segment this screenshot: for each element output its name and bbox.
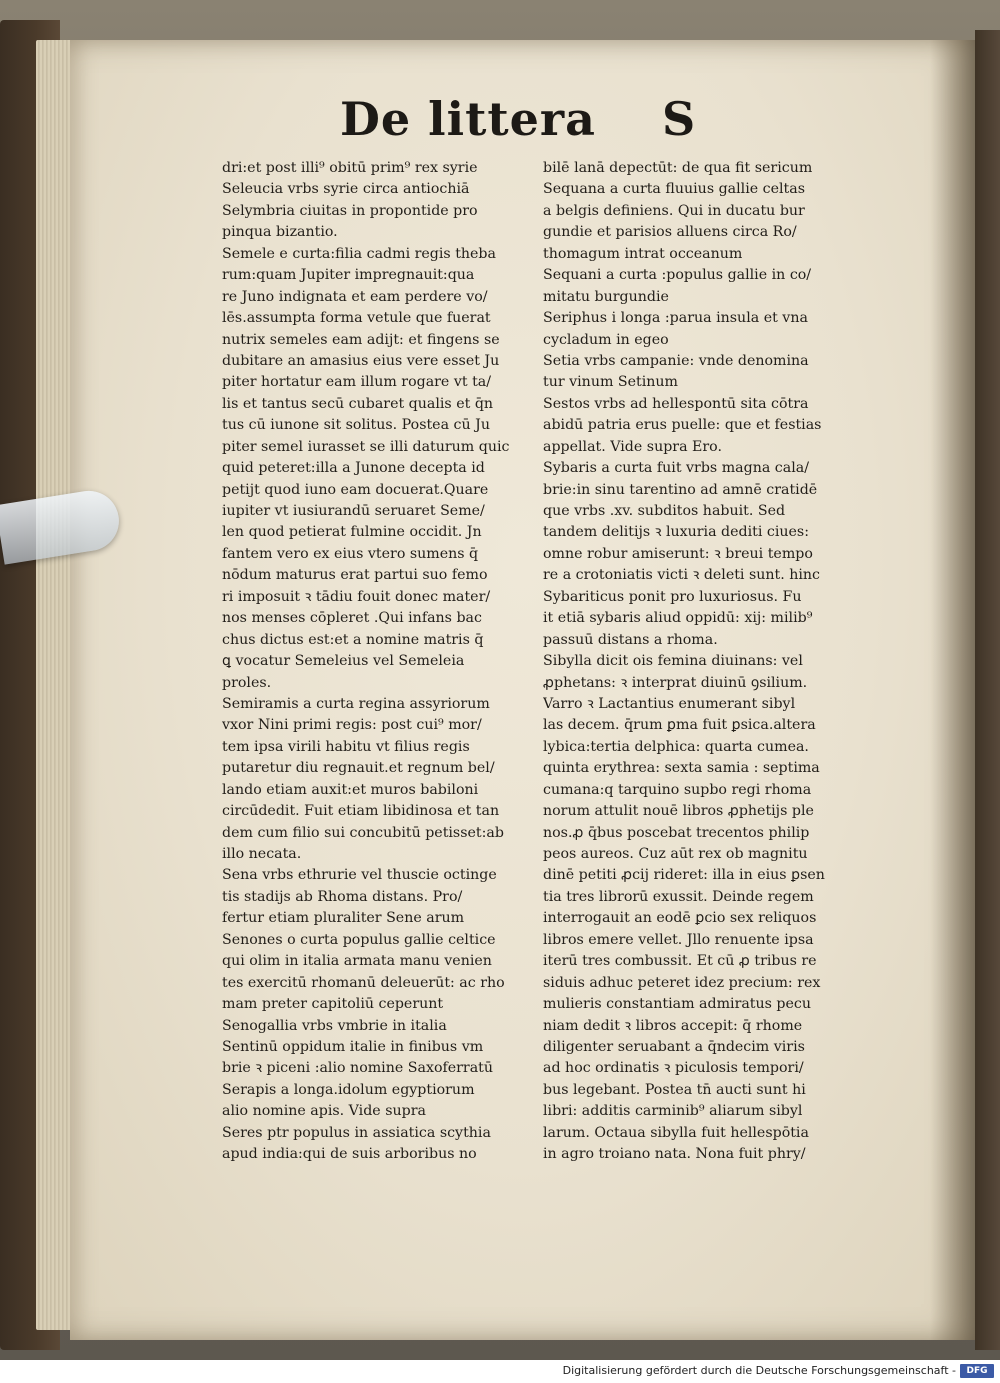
- text-line: las decem. q̄rum ꝑma fuit ꝑsica.altera: [543, 717, 816, 734]
- text-line: mam preter capitoliū ceperunt: [222, 996, 444, 1013]
- text-line: thomagum intrat occeanum: [543, 245, 743, 262]
- text-line: diligenter seruabant a q̄ndecim viris: [543, 1038, 805, 1055]
- section-letter: S: [662, 92, 696, 146]
- text-line: tis stadijs ab Rhoma distans. Pro/: [222, 888, 463, 905]
- text-line: dem cum filio sui concubitū petisset:ab: [222, 824, 504, 841]
- text-line: putaretur diu regnauit.et regnum bel/: [222, 760, 495, 777]
- text-line: len quod petierat fulmine occidit. Jn: [222, 524, 482, 541]
- text-line: tus cū iunone sit solitus. Postea cū Ju: [222, 417, 490, 434]
- text-line: Varro ꝛ Lactantius enumerant sibyl: [543, 695, 796, 712]
- text-line: Sequani a curta :populus gallie in co/: [543, 267, 812, 284]
- text-line: re Juno indignata et eam perdere vo/: [222, 288, 488, 305]
- text-line: siduis adhuc peteret idez precium: rex: [543, 974, 821, 991]
- text-line: Sentinū oppidum italie in finibus vm: [222, 1038, 484, 1055]
- text-line: Sena vrbs ethrurie vel thuscie octinge: [222, 867, 497, 884]
- text-line: vxor Nini primi regis: post cui⁹ mor/: [222, 717, 482, 734]
- text-line: Seleucia vrbs syrie circa antiochiā: [222, 181, 470, 198]
- text-line: Senones o curta populus gallie celtice: [222, 931, 496, 948]
- text-line: tia tres librorū exussit. Deinde regem: [543, 888, 814, 905]
- text-line: lis et tantus secū cubaret qualis et q̄n: [222, 395, 494, 412]
- text-line: lēs.assumpta forma vetule que fuerat: [222, 310, 491, 327]
- text-line: omne robur amiserunt: ꝛ breui tempo: [543, 545, 813, 562]
- text-line: abidū patria erus puelle: que et festias: [543, 417, 822, 434]
- text-line: norum attulit nouē libros ꝓphetijs ple: [543, 803, 814, 820]
- text-line: apud india:qui de suis arboribus no: [222, 1146, 477, 1163]
- text-line: tem ipsa virili habitu vt filius regis: [222, 738, 470, 755]
- text-line: dri:et post illi⁹ obitū prim⁹ rex syrie: [222, 160, 478, 176]
- text-line: brie:in sinu tarentino ad amnē cratidē: [543, 481, 818, 498]
- text-line: mitatu burgundie: [543, 288, 669, 305]
- book-cover-right: [975, 30, 1000, 1350]
- text-line: tandem delitijs ꝛ luxuria dediti ciues:: [543, 524, 809, 541]
- dfg-logo: DFG: [960, 1364, 994, 1378]
- text-line: quinta erythrea: sexta samia : septima: [543, 760, 820, 777]
- text-line: iterū tres combussit. Et cū ꝓ tribus re: [543, 953, 817, 970]
- text-line: illo necata.: [222, 846, 302, 862]
- page-title: De littera: [340, 92, 596, 146]
- page-header: [340, 92, 840, 152]
- text-line: proles.: [222, 674, 272, 691]
- text-line: interrogauit an eodē ꝑcio sex reliquos: [543, 910, 817, 927]
- text-line: in agro troiano nata. Nona fuit phry/: [543, 1146, 806, 1163]
- text-line: mulieris constantiam admiratus pecu: [543, 996, 811, 1013]
- text-line: quid peteret:illa a Junone decepta id: [222, 460, 485, 477]
- text-line: pinqua bizantio.: [222, 224, 338, 241]
- text-line: libri: additis carminib⁹ aliarum sibyl: [543, 1103, 803, 1120]
- funding-credit: Digitalisierung gefördert durch die Deutsche Forschungsgemeinschaft -: [562, 1364, 956, 1377]
- text-line: nos.ꝓ q̄bus poscebat trecentos philip: [543, 824, 810, 841]
- text-line: rum:quam Jupiter impregnauit:qua: [222, 267, 475, 284]
- text-column-left: [222, 158, 522, 1166]
- text-line: peos aureos. Cuz aūt rex ob magnitu: [543, 846, 808, 862]
- text-line: tes exercitū rhomanū deleuerūt: ac rho: [222, 974, 505, 991]
- text-line: qui olim in italia armata manu venien: [222, 953, 492, 970]
- text-line: Sequana a curta fluuius gallie celtas: [543, 181, 805, 198]
- text-line: cycladum in egeo: [543, 331, 669, 348]
- text-line: fertur etiam pluraliter Sene arum: [222, 910, 465, 927]
- text-line: chus dictus est:et a nomine matris q̄: [222, 631, 484, 648]
- text-line: dubitare an amasius eius vere esset Ju: [222, 352, 500, 369]
- text-line: Sibylla dicit ois femina diuinans: vel: [543, 653, 803, 670]
- text-line: fantem vero ex eius vtero sumens q̄: [222, 545, 479, 562]
- text-line: gundie et parisios alluens circa Ro/: [543, 224, 797, 241]
- text-line: nos menses cōpleret .Qui infans bac: [222, 610, 482, 627]
- text-line: a belgis definiens. Qui in ducatu bur: [543, 202, 805, 219]
- text-line: lybica:tertia delphica: quarta cumea.: [543, 738, 809, 755]
- text-line: dinē petiti ꝓcij rideret: illa in eius ꝑsen: [543, 867, 825, 884]
- text-line: niam dedit ꝛ libros accepit: q̄ rhome: [543, 1017, 803, 1034]
- text-line: alio nomine apis. Vide supra: [222, 1103, 426, 1120]
- text-line: iupiter vt iusiurandū seruaret Seme/: [222, 503, 485, 519]
- text-line: brie ꝛ piceni :alio nomine Saxoferratū: [222, 1060, 493, 1077]
- text-line: circūdedit. Fuit etiam libidinosa et tan: [222, 803, 500, 820]
- text-line: Seres ptr populus in assiatica scythia: [222, 1124, 491, 1141]
- text-line: Selymbria ciuitas in propontide pro: [222, 202, 478, 219]
- text-line: Semiramis a curta regina assyriorum: [222, 695, 490, 712]
- text-line: Seriphus i longa :parua insula et vna: [543, 310, 808, 327]
- text-line: Semele e curta:filia cadmi regis theba: [222, 245, 496, 262]
- text-line: Senogallia vrbs vmbrie in italia: [222, 1017, 447, 1034]
- text-line: tur vinum Setinum: [543, 374, 679, 391]
- text-line: bus legebant. Postea tn̄ aucti sunt hi: [543, 1081, 806, 1098]
- text-line: Setia vrbs campanie: vnde denomina: [543, 352, 809, 369]
- text-line: Sestos vrbs ad hellespontū sita cōtra: [543, 395, 809, 412]
- text-line: petijt quod iuno eam docuerat.Quare: [222, 481, 489, 498]
- text-line: ad hoc ordinatis ꝛ piculosis tempori/: [543, 1060, 804, 1077]
- text-line: piter hortatur eam illum rogare vt ta/: [222, 374, 492, 391]
- footer-bar: [0, 1360, 1000, 1383]
- text-line: nōdum maturus erat partui suo femo: [222, 567, 488, 584]
- text-line: ꝓphetans: ꝛ interprat diuinū ꝯsilium.: [543, 674, 808, 691]
- text-line: piter semel iurasset se illi daturum quic: [222, 438, 510, 455]
- text-line: Sybariticus ponit pro luxuriosus. Fu: [543, 588, 802, 605]
- text-line: ꝗ vocatur Semeleius vel Semeleia: [222, 653, 465, 670]
- text-line: bilē lanā depectūt: de qua fit sericum: [543, 160, 813, 176]
- text-line: it etiā sybaris aliud oppidū: xij: milib⁹: [543, 610, 813, 627]
- text-line: larum. Octaua sibylla fuit hellespōtia: [543, 1124, 809, 1141]
- text-line: lando etiam auxit:et muros babiloni: [222, 781, 479, 798]
- text-line: Sybaris a curta fuit vrbs magna cala/: [543, 460, 809, 477]
- text-line: re a crotoniatis victi ꝛ deleti sunt. hinc: [543, 567, 821, 584]
- text-line: nutrix semeles eam adijt: et fingens se: [222, 331, 500, 348]
- text-line: libros emere vellet. Jllo renuente ipsa: [543, 931, 814, 948]
- text-line: appellat. Vide supra Ero.: [543, 438, 722, 455]
- text-line: ri imposuit ꝛ tādiu fouit donec mater/: [222, 588, 491, 605]
- text-line: que vrbs .xv. subditos habuit. Sed: [543, 503, 786, 519]
- text-line: Serapis a longa.idolum egyptiorum: [222, 1081, 475, 1098]
- text-line: passuū distans a rhoma.: [543, 631, 718, 648]
- text-line: cumana:q tarquino supbo regi rhoma: [543, 781, 812, 798]
- text-column-right: [543, 158, 855, 1166]
- book-gutter: [930, 40, 980, 1340]
